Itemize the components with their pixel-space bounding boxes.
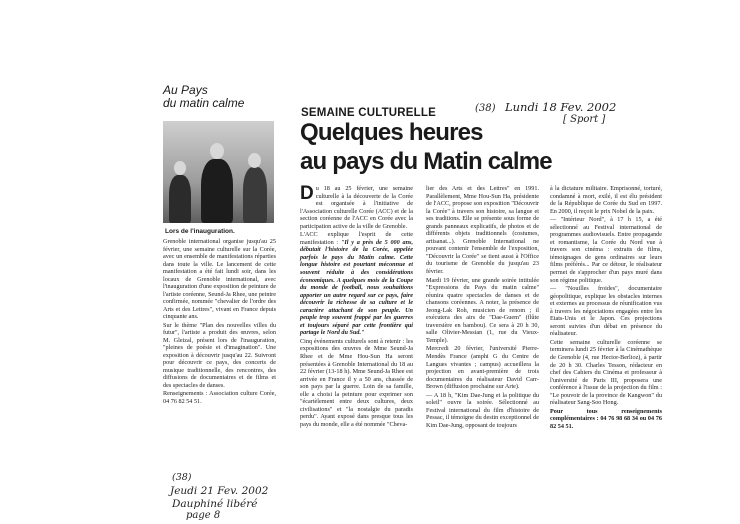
col2-paragraph: — A 18 h, "Kim Dae-Jung et la politique du soleil" ouvre la soirée. Sélectionné au Festival international du film d'histoire de Pessac, il témoigne du destin exceptionnel de Kim Dae-Jung, opposant de toujours [426,391,539,429]
handwritten-date-top: Lundi 18 Fev. 2002 [505,100,617,114]
left-article-heading [163,84,283,110]
article-column-3 [550,185,662,432]
handwritten-marker-top: (38) [475,103,496,114]
col1-paragraph: Cinq événements culturels sont à retenir : les expositions des œuvres de Mme Seund-Ja Rhee et de Mme Hou-Sun Ha seront présentées à Grenoble International du 18 au 22 février (13-18 h). Mme Seund-Ja Rhee est arrivée en France il y a 50 ans, chassée de son pays par la guerre. Loin de sa famille, elle a choisi la peinture pour exprimer son "écartèlement entre deux cultures, deux civilisations" et "la nostalgie du paradis perdu". Ayant exposé dans presque tous les pays du monde, elle a été nommée "Cheva- [300,337,413,428]
col1-paragraph-lead: L'ACC explique l'esprit de cette manifestation : [300,231,413,246]
left-paragraph: Renseignements : Association culture Corée, 04 76 82 54 51. [163,390,276,405]
col3-paragraph: Cette semaine culturelle coréenne se terminera lundi 25 février à la Cinémathèque de Grenoble (4, rue Hector-Berlioz), à partir de 20 h 30. Charles Tesson, rédacteur en chef des Cahiers du Cinéma et professeur à l'université de Paris III, proposera une conférence à l'issue de la projection du film : "Le pouvoir de la province de Kangwon" du réalisateur Sang-Soo Hong. [550,338,662,407]
article-title [300,118,552,176]
handwritten-section-top: [ Sport ] [563,114,606,125]
left-heading-line2: du matin calme [163,96,245,110]
section-label: Sport [570,114,599,125]
left-paragraph: Grenoble international organise jusqu'au 25 février, une semaine culturelle sur la Corée, avec un ensemble de manifestations réparties dans toute la ville. Le lancement de cette manifestation a été fait lundi soir, dans les locaux de Grenoble international, avec l'inauguration d'une exposition de peinture de l'artiste coréenne, Seund-Ja Rhee, une peintre confirmée, nommée "chevalier de l'ordre des Arts et des Lettres", vivant en France depuis cinquante ans. [163,238,276,320]
drop-cap: D [300,183,314,204]
article-title-line1: Quelques heures [300,119,483,146]
col3-paragraph: à la dictature militaire. Emprisonné, torturé, condamné à mort, exilé, il est élu président de la République de Corée du Sud en 1997. En 2000, il reçoit le prix Nobel de la paix. [550,185,662,215]
photo-caption: Lors de l'inauguration. [165,228,235,235]
handwritten-source-bottom: Dauphiné libéré [172,498,258,510]
article-title-line2: au pays du Matin calme [300,148,552,175]
inauguration-photo [163,121,274,223]
article-column-1 [300,185,413,430]
article-column-2 [426,185,539,431]
col2-paragraph: Mercredi 20 février, l'université Pierre-Mendès France (amphi G du Centre de Langues vivantes ; campus) accueillera la projection en avant-première de trois documentaires du réalisateur David Carr-Brown (diffusion prochaine sur Arte). [426,345,539,391]
col3-paragraph: — "Intérieur Nord", à 17 h 15, a été sélectionné au Festival international de programmes audiovisuels. Entre propagande et romantisme, la Corée du Nord vue à travers son cinéma : extraits de films, témoignages de gens ordinaires sur leurs films préférés... Par ce détour, le réalisateur permet de s'approcher d'un pays muré dans son régime politique. [550,216,662,284]
col2-paragraph: Mardi 19 février, une grande soirée intitulée "Expressions du Pays du matin calme" réunira quatre spectacles de danses et de chansons coréennes. A noter, la présence de Jeong-Lak Roh, musicien de renom ; il exécutera des airs de "Dae-Guem" (flûte traversière en bambou). Ce sera à 20 h 30, salle Olivier-Messian (1, rue du Vieux-Temple). [426,276,539,344]
handwritten-page-bottom: page 8 [186,510,221,521]
handwritten-date-bottom: Jeudi 21 Fev. 2002 [170,485,269,497]
handwritten-marker-bottom: (38) [172,472,192,483]
col2-paragraph: lier des Arts et des Lettres" en 1991. Parallèlement, Mme Hou-Sun Ha, présidente de l'ACC, propose son exposition "Découvrir la Corée" à travers son histoire, sa langue et ses traditions. Elle se présente sous forme de grands panneaux explicatifs, de photos et de différents objets traditionnels (costumes, artisanat...). Grenoble International ne pouvant contenir l'ensemble de l'exposition, "Découvrir la Corée" se tient aussi à l'Office du tourisme de Grenoble du jusqu'au 23 février. [426,185,539,276]
article-kicker: SEMAINE CULTURELLE [301,107,436,119]
left-paragraph: Sur le thème "Plan des nouvelles villes du futur", l'artiste a produit des œuvres, selon M. Gleizal, présent lors de l'inauguration, "pleines de poésie et d'imagination". Une exposition à découvrir jusqu'au 22. Suivront pour découvrir ce pays, des concerts de musique traditionnelle, des rencontres, des diffusions de documentaires et de films et des spectacles de danses. [163,321,276,389]
col3-contact: Pour tous renseignements complémentaires : 04 76 98 68 34 ou 04 76 82 54 51. [550,407,662,430]
left-article-body [163,238,276,406]
left-heading-line1: Au Pays [163,83,208,97]
col1-paragraph: u 18 au 25 février, une semaine culturelle à la découverte de la Corée est organisée à l'initiative de l'Association culturelle Corée (ACC) et de la section coréenne de l'ACC en Corée avec la participation active de la ville de Grenoble. [300,185,413,230]
col1-quote: "Il y a près de 5 000 ans, débutait l'histoire de la Corée, appelée parfois le pays du Matin calme. Cette longue histoire est pourtant méconnue et souvent réduite à des considérations économiques. A quelques mois de la Coupe du monde de football, nous souhaitions apporter un autre regard sur ce pays, faire découvrir la richesse de sa culture et le caractère attachant de son peuple. Un peuple trop souvent frappé par les guerres et toujours séparé par cette frontière qui partage le Nord du Sud." [300,238,413,337]
col3-paragraph: — "Nouilles froides", documentaire géopolitique, explique les obstacles internes et externes au processus de réunification vus à travers les négociations engagées entre les Etats-Unis et le Japon. Ces projections seront suivies d'un débat en présence du réalisateur. [550,285,662,338]
